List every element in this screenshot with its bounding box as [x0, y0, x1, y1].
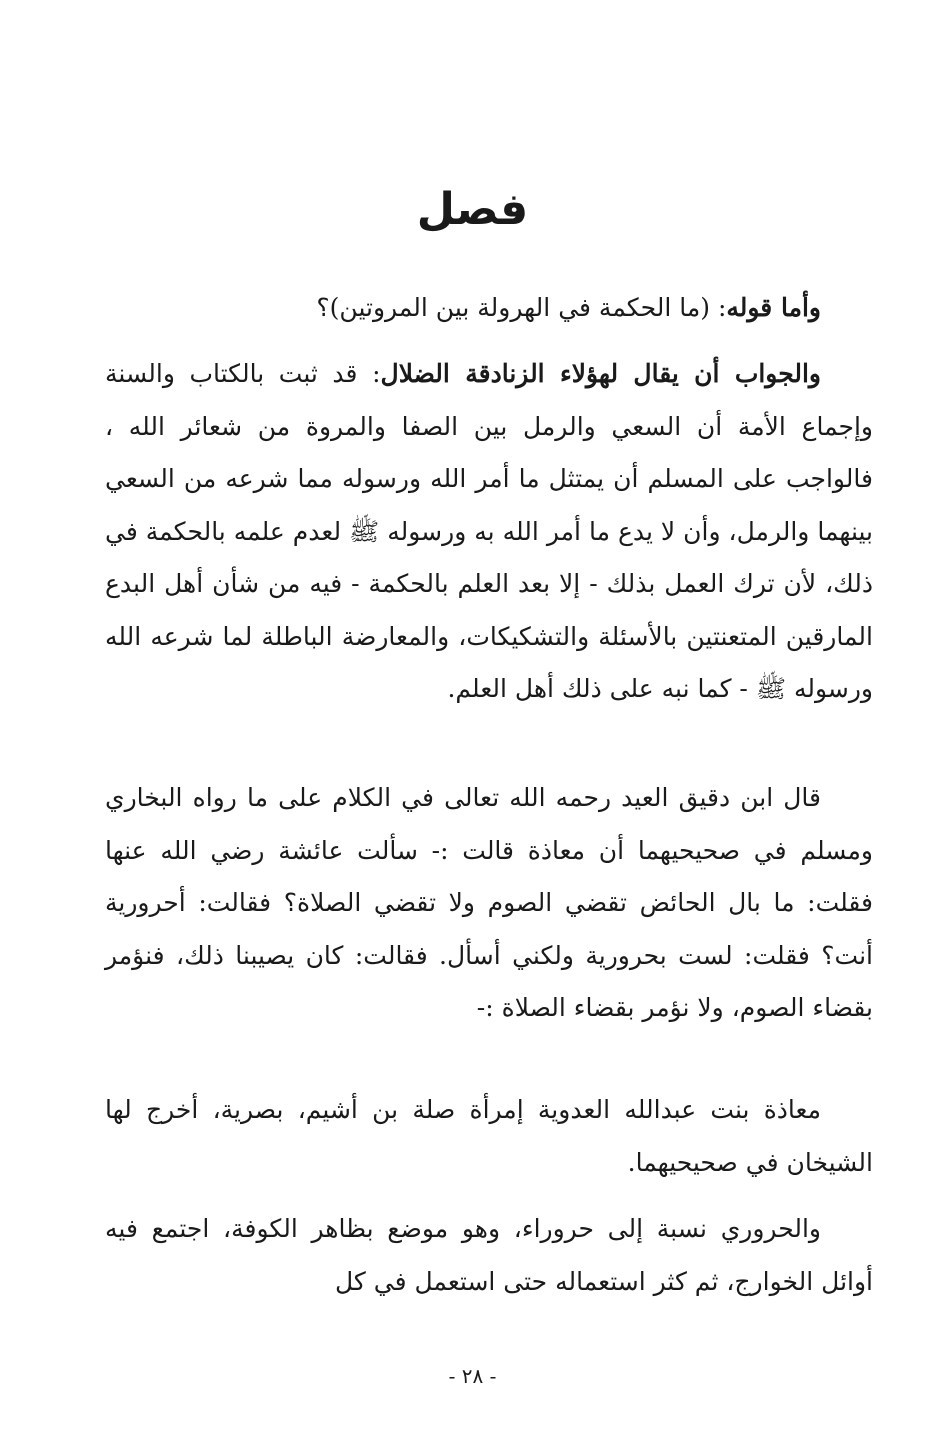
- page-number: - ٢٨ -: [448, 1364, 497, 1388]
- paragraph-1-lead: وأما قوله: [726, 293, 821, 322]
- paragraph-2: [105, 348, 873, 716]
- paragraph-2-body: : قد ثبت بالكتاب والسنة وإجماع الأمة أن السعي والرمل بين الصفا والمروة من شعائر الله ، فالواجب على المسلم أن يمتثل ما أمر الله ورسوله مما شرعه من السعي بينهما والرمل، وأن لا يدع ما أمر الله به ورسوله ﷺ لعدم علمه بالحكمة في ذلك، لأن ترك العمل بذلك - إلا بعد العلم بالحكمة - فيه من شأن أهل البدع المارقين المتعنتين بالأسئلة والتشكيكات، والمعارضة الباطلة لما شرعه الله ورسوله ﷺ - كما نبه على ذلك أهل العلم.: [105, 359, 873, 703]
- section-heading: فصل: [416, 184, 529, 235]
- paragraph-5: [105, 1203, 873, 1308]
- paragraph-1-body: : (ما الحكمة في الهرولة بين المروتين)؟: [316, 293, 727, 322]
- paragraph-1: [105, 282, 873, 335]
- paragraph-3: [105, 772, 873, 1035]
- paragraph-2-lead: والجواب أن يقال لهؤلاء الزنادقة الضلال: [380, 359, 821, 388]
- paragraph-3-body: قال ابن دقيق العيد رحمه الله تعالى في الكلام على ما رواه البخاري ومسلم في صحيحيهما أن معاذة قالت :- سألت عائشة رضي الله عنها فقلت: ما بال الحائض تقضي الصوم ولا تقضي الصلاة؟ فقالت: أحرورية أنت؟ فقلت: لست بحرورية ولكني أسأل. فقالت: كان يصيبنا ذلك، فنؤمر بقضاء الصوم، ولا نؤمر بقضاء الصلاة :-: [105, 783, 873, 1022]
- paragraph-4: [105, 1084, 873, 1189]
- paragraph-5-body: والحروري نسبة إلى حروراء، وهو موضع بظاهر الكوفة، اجتمع فيه أوائل الخوارج، ثم كثر استعماله حتى استعمل في كل: [105, 1214, 873, 1296]
- paragraph-4-body: معاذة بنت عبدالله العدوية إمرأة صلة بن أشيم، بصرية، أخرج لها الشيخان في صحيحيهما.: [105, 1095, 873, 1177]
